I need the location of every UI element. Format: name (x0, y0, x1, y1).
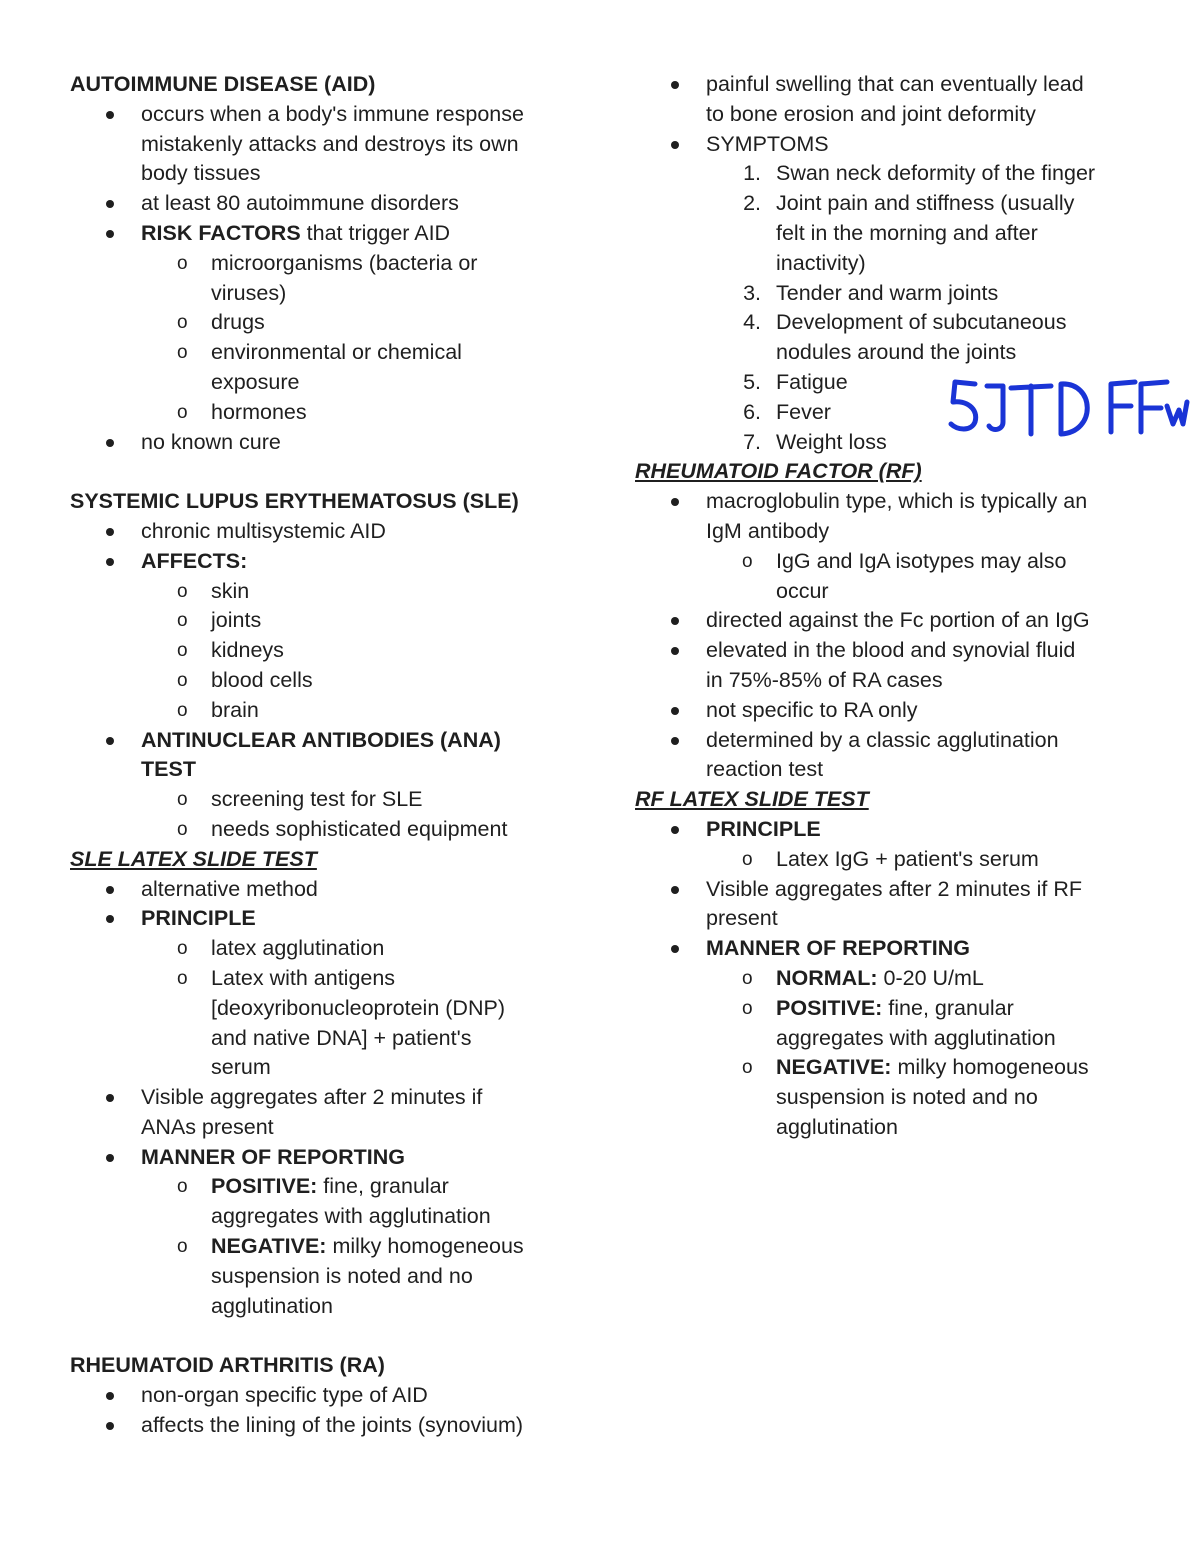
list-item: SYMPTOMS (635, 130, 1155, 160)
sub-item-cont: agglutination (211, 1293, 333, 1318)
list-item: Visible aggregates after 2 minutes if RF (635, 875, 1155, 905)
circle-bullet-icon: o (177, 1176, 188, 1198)
list-item-cont: reaction test (706, 757, 824, 782)
circle-bullet-icon: o (177, 610, 188, 632)
circle-bullet-icon: o (177, 789, 188, 811)
sub-item: o IgG and IgA isotypes may also (635, 547, 1155, 577)
sub-item: o environmental or chemical (70, 338, 590, 368)
circle-bullet-icon: o (742, 997, 753, 1019)
bullet-icon (106, 230, 114, 238)
sub-item-cont: exposure (211, 369, 300, 394)
symptom-item-cont: inactivity) (776, 250, 866, 275)
bullet-icon (671, 81, 679, 89)
sub-item: o blood cells (70, 666, 590, 696)
list-item-cont: mistakenly attacks and destroys its own (141, 131, 519, 156)
bullet-icon (671, 945, 679, 953)
circle-bullet-icon: o (177, 401, 188, 423)
bullet-icon (671, 826, 679, 834)
list-item: determined by a classic agglutination (635, 726, 1155, 756)
circle-bullet-icon: o (177, 580, 188, 602)
sub-item-cont: suspension is noted and no (211, 1263, 473, 1288)
bullet-icon (106, 558, 114, 566)
circle-bullet-icon: o (177, 818, 188, 840)
bullet-icon (106, 1154, 114, 1162)
bullet-icon (106, 1392, 114, 1400)
symptom-item: 1. Swan neck deformity of the finger (743, 161, 1096, 186)
symptom-item: 6. Fever (743, 399, 831, 424)
circle-bullet-icon: o (177, 312, 188, 334)
sub-item-cont: agglutination (776, 1114, 898, 1139)
list-item: painful swelling that can eventually lead (635, 70, 1155, 100)
sub-item-cont: and native DNA] + patient's (211, 1025, 472, 1050)
list-item: PRINCIPLE (635, 815, 1155, 845)
list-item-cont: TEST (141, 757, 196, 782)
list-item-cont: IgM antibody (706, 518, 830, 543)
sub-item: o joints (70, 606, 590, 636)
bullet-icon (106, 528, 114, 536)
sub-item: o latex agglutination (70, 934, 590, 964)
list-item: alternative method (70, 875, 590, 905)
list-item: PRINCIPLE (70, 904, 590, 934)
list-item-cont: present (706, 906, 778, 931)
heading-aid: AUTOIMMUNE DISEASE (AID) (70, 72, 376, 96)
circle-bullet-icon: o (742, 848, 753, 870)
symptom-item: 5. Fatigue (743, 369, 848, 394)
right-column (635, 70, 1155, 1143)
bullet-icon (106, 915, 114, 923)
sub-item: o screening test for SLE (70, 785, 590, 815)
circle-bullet-icon: o (177, 342, 188, 364)
list-item: macroglobulin type, which is typically an (635, 487, 1155, 517)
sub-item: o drugs (70, 308, 590, 338)
bullet-icon (671, 498, 679, 506)
sub-item: o brain (70, 696, 590, 726)
bullet-icon (671, 707, 679, 715)
sub-item-cont: aggregates with agglutination (776, 1025, 1056, 1050)
list-item: MANNER OF REPORTING (635, 934, 1155, 964)
circle-bullet-icon: o (177, 967, 188, 989)
circle-bullet-icon: o (742, 1057, 753, 1079)
heading-sle: SYSTEMIC LUPUS ERYTHEMATOSUS (SLE) (70, 489, 519, 514)
heading-sle-latex: SLE LATEX SLIDE TEST (70, 846, 317, 871)
symptom-item: 4. Development of subcutaneous (743, 310, 1067, 335)
sub-item-cont: suspension is noted and no (776, 1085, 1038, 1110)
sub-item-cont: aggregates with agglutination (211, 1204, 491, 1229)
sub-item: o NEGATIVE: milky homogeneous (70, 1232, 590, 1262)
list-item-cont: ANAs present (141, 1114, 274, 1139)
bullet-icon (106, 737, 114, 745)
left-column (70, 70, 590, 1441)
handwritten-watermark (945, 372, 1190, 442)
sub-item: o Latex IgG + patient's serum (635, 845, 1155, 875)
bullet-icon (106, 439, 114, 447)
bullet-icon (671, 617, 679, 625)
sub-item: o microorganisms (bacteria or (70, 249, 590, 279)
circle-bullet-icon: o (177, 699, 188, 721)
bullet-icon (106, 1094, 114, 1102)
sub-item-cont: viruses) (211, 280, 287, 305)
symptom-item: 3. Tender and warm joints (743, 280, 999, 305)
symptom-item: 7. Weight loss (743, 429, 887, 454)
sub-item: o NORMAL: 0-20 U/mL (635, 964, 1155, 994)
list-item: no known cure (70, 428, 590, 458)
list-item: chronic multisystemic AID (70, 517, 590, 547)
sub-item: o NEGATIVE: milky homogeneous (635, 1053, 1155, 1083)
list-item: AFFECTS: (70, 547, 590, 577)
list-item: MANNER OF REPORTING (70, 1143, 590, 1173)
list-item: affects the lining of the joints (synovium) (70, 1411, 590, 1441)
sub-item: o kidneys (70, 636, 590, 666)
circle-bullet-icon: o (177, 252, 188, 274)
sub-item: o hormones (70, 398, 590, 428)
bullet-icon (106, 886, 114, 894)
circle-bullet-icon: o (742, 967, 753, 989)
list-item-cont: to bone erosion and joint deformity (706, 101, 1036, 126)
list-item: not specific to RA only (635, 696, 1155, 726)
sub-item-cont: occur (776, 578, 829, 603)
list-item-cont: body tissues (141, 161, 261, 186)
bullet-icon (671, 886, 679, 894)
list-item: non-organ specific type of AID (70, 1381, 590, 1411)
symptom-item: 2. Joint pain and stiffness (usually (743, 191, 1075, 216)
list-item: elevated in the blood and synovial fluid (635, 636, 1155, 666)
bullet-icon (671, 647, 679, 655)
bullet-icon (106, 1422, 114, 1430)
list-item: at least 80 autoimmune disorders (70, 189, 590, 219)
sub-item-cont: serum (211, 1055, 271, 1080)
circle-bullet-icon: o (742, 550, 753, 572)
sub-item: o POSITIVE: fine, granular (70, 1172, 590, 1202)
circle-bullet-icon: o (177, 640, 188, 662)
list-item: Visible aggregates after 2 minutes if (70, 1083, 590, 1113)
heading-ra: RHEUMATOID ARTHRITIS (RA) (70, 1353, 385, 1378)
list-item: directed against the Fc portion of an IgG (635, 606, 1155, 636)
list-item-cont: in 75%-85% of RA cases (706, 667, 943, 692)
sub-item: o needs sophisticated equipment (70, 815, 590, 845)
sub-item: o POSITIVE: fine, granular (635, 994, 1155, 1024)
sub-item: o Latex with antigens (70, 964, 590, 994)
list-item: RISK FACTORS that trigger AID (70, 219, 590, 249)
list-item: ANTINUCLEAR ANTIBODIES (ANA) (70, 726, 590, 756)
sub-item: o skin (70, 577, 590, 607)
circle-bullet-icon: o (177, 1236, 188, 1258)
list-item: occurs when a body's immune response (70, 100, 590, 130)
heading-rf-latex: RF LATEX SLIDE TEST (635, 787, 869, 812)
bullet-icon (671, 737, 679, 745)
heading-rf: RHEUMATOID FACTOR (RF) (635, 459, 922, 484)
circle-bullet-icon: o (177, 938, 188, 960)
bullet-icon (106, 111, 114, 119)
bullet-icon (106, 200, 114, 208)
sub-item-cont: [deoxyribonucleoprotein (DNP) (211, 995, 505, 1020)
symptom-item-cont: nodules around the joints (776, 340, 1017, 365)
symptom-item-cont: felt in the morning and after (776, 220, 1038, 245)
bullet-icon (671, 141, 679, 149)
circle-bullet-icon: o (177, 669, 188, 691)
